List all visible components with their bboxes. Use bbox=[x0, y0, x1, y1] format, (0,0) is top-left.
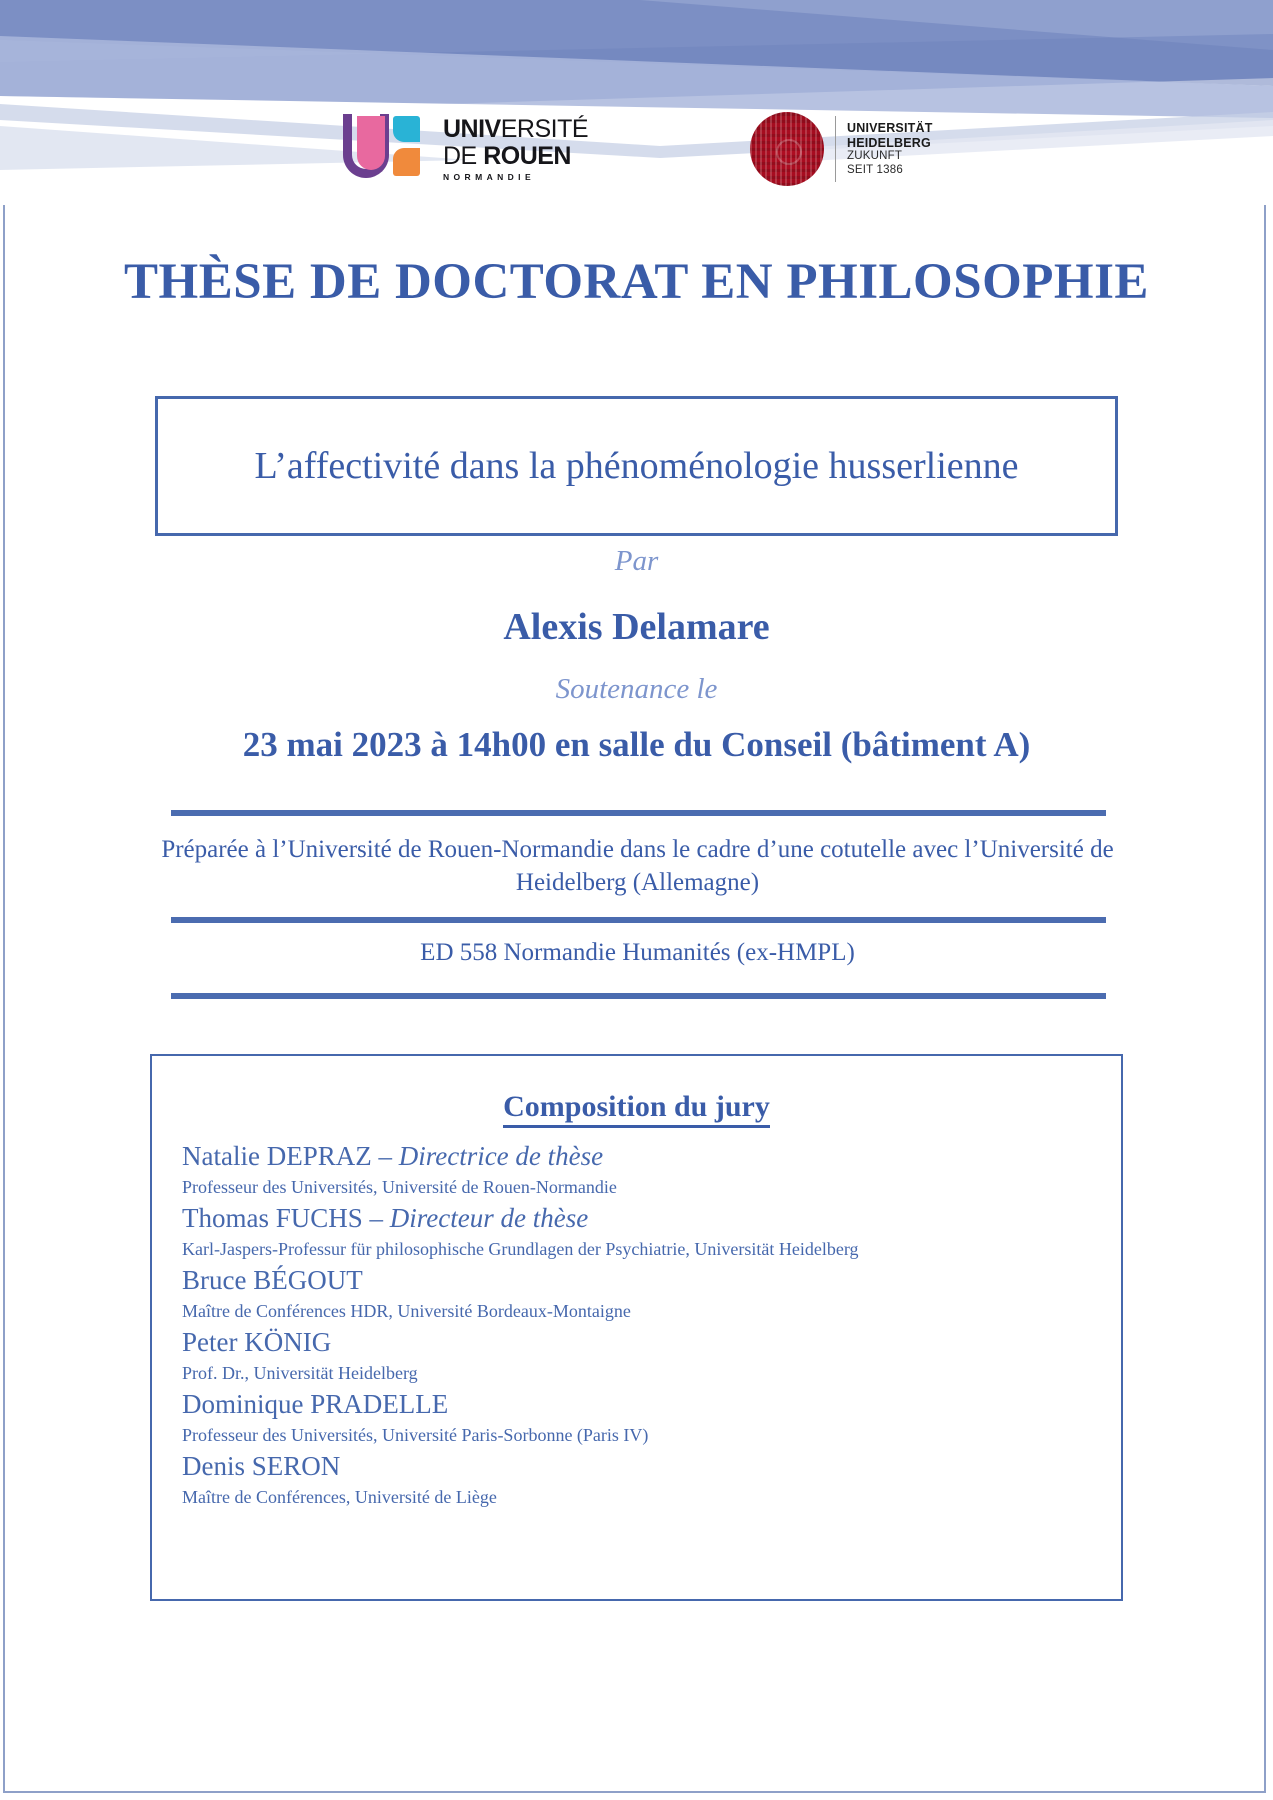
jury-member-name bbox=[182, 1386, 1121, 1422]
jury-member bbox=[182, 1200, 1121, 1262]
preparation-text: Préparée à l’Université de Rouen-Normandie dans le cadre d’une cotutelle avec l’Université de Heidelberg (Allemagne) bbox=[161, 836, 1114, 896]
jury-member-name-text: Dominique PRADELLE bbox=[182, 1389, 449, 1419]
thesis-title: L’affectivité dans la phénoménologie husserlienne bbox=[254, 445, 1019, 487]
divider-rule-middle bbox=[171, 917, 1106, 923]
logo-divider bbox=[835, 116, 836, 182]
jury-member-role: Directeur de thèse bbox=[389, 1203, 589, 1233]
jury-member-affiliation: Karl-Jaspers-Professur für philosophische Grundlagen der Psychiatrie, Universität Heidelberg bbox=[182, 1239, 859, 1259]
doctoral-school-text: ED 558 Normandie Humanités (ex-HMPL) bbox=[420, 939, 855, 966]
defense-label: Soutenance le bbox=[555, 673, 718, 705]
rouen-logo-line1: UNIVERSITÉ bbox=[443, 115, 589, 143]
jury-member-name bbox=[182, 1324, 1121, 1360]
divider-rule-top bbox=[171, 810, 1106, 816]
jury-member-name-text: Bruce BÉGOUT bbox=[182, 1265, 363, 1295]
universitat-heidelberg-logo bbox=[750, 112, 933, 186]
jury-member-name-text: Peter KÖNIG bbox=[182, 1327, 332, 1357]
jury-composition-box bbox=[150, 1054, 1123, 1601]
heidelberg-logo-line1: UNIVERSITÄT bbox=[847, 121, 933, 135]
jury-member-name-text: Natalie DEPRAZ bbox=[182, 1141, 372, 1171]
universite-rouen-logo bbox=[343, 112, 588, 182]
divider-rule-bottom bbox=[171, 993, 1106, 999]
thesis-title-box bbox=[155, 396, 1118, 536]
jury-list bbox=[182, 1138, 1121, 1510]
jury-member bbox=[182, 1448, 1121, 1510]
jury-member-affiliation: Maître de Conférences HDR, Université Bordeaux-Montaigne bbox=[182, 1301, 631, 1321]
heidelberg-logo-line3: ZUKUNFT bbox=[847, 150, 903, 162]
jury-member-name bbox=[182, 1200, 1121, 1236]
jury-member-name-text: Denis SERON bbox=[182, 1451, 341, 1481]
logo-row bbox=[0, 112, 1273, 190]
rouen-logo-line3: NORMANDIE bbox=[443, 172, 536, 182]
jury-heading: Composition du jury bbox=[152, 1090, 1121, 1124]
jury-member-affiliation: Prof. Dr., Universität Heidelberg bbox=[182, 1363, 418, 1383]
heidelberg-logo-line4: SEIT 1386 bbox=[847, 163, 903, 176]
heidelberg-seal-icon bbox=[750, 112, 824, 186]
jury-member-separator: – bbox=[371, 1141, 399, 1171]
jury-member-role: Directrice de thèse bbox=[398, 1141, 604, 1171]
page-title: THÈSE DE DOCTORAT EN PHILOSOPHIE bbox=[124, 254, 1149, 310]
jury-member-separator: – bbox=[362, 1203, 390, 1233]
jury-member bbox=[182, 1386, 1121, 1448]
jury-member-affiliation: Maître de Conférences, Université de Liège bbox=[182, 1487, 497, 1507]
defense-details: 23 mai 2023 à 14h00 en salle du Conseil (bâtiment A) bbox=[242, 725, 1031, 764]
jury-member bbox=[182, 1262, 1121, 1324]
author-name: Alexis Delamare bbox=[503, 606, 770, 648]
jury-member-name bbox=[182, 1448, 1121, 1484]
by-label: Par bbox=[614, 545, 659, 577]
rouen-logo-mark-icon bbox=[343, 112, 439, 182]
jury-member-affiliation: Professeur des Universités, Université de Rouen-Normandie bbox=[182, 1177, 617, 1197]
heidelberg-logo-line2: HEIDELBERG bbox=[847, 135, 931, 150]
jury-member bbox=[182, 1324, 1121, 1386]
jury-member-name bbox=[182, 1138, 1121, 1174]
jury-member-name bbox=[182, 1262, 1121, 1298]
rouen-logo-line2: DE ROUEN bbox=[443, 142, 571, 170]
jury-member-name-text: Thomas FUCHS bbox=[182, 1203, 363, 1233]
jury-member bbox=[182, 1138, 1121, 1200]
jury-member-affiliation: Professeur des Universités, Université Paris-Sorbonne (Paris IV) bbox=[182, 1425, 649, 1445]
